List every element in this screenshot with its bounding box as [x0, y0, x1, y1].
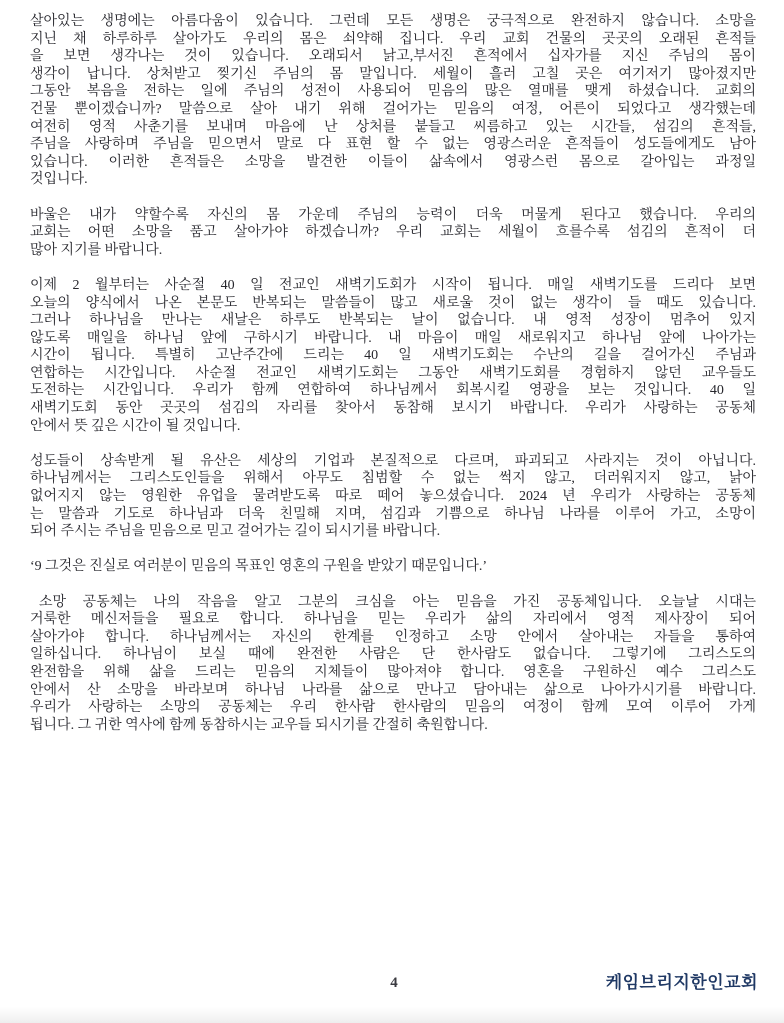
text-line: 우리가 사랑하는 소망의 공동체는 우리 한사람 한사람의 믿음의 여정이 함께 모여 이루어 가게	[30, 700, 756, 716]
text-line: 생각이 납니다. 상처받고 찢기신 주님의 몸 말입니다. 세월이 흘러 고칠 곳은 여기저기 많아졌지만	[30, 66, 756, 82]
text-line: ‘9 그것은 진실로 여러분이 믿음의 목표인 영혼의 구원을 받았기 때문입니다.’	[30, 559, 488, 575]
text-line: 이제 2 월부터는 사순절 40 일 전교인 새벽기도회가 시작이 됩니다. 매일 새벽기도를 드리다 보면	[30, 277, 756, 293]
paragraph	[30, 13, 756, 189]
text-line: 안에서 뜻 깊은 시간이 될 것입니다.	[30, 418, 241, 434]
text-line: 그러나 하나님을 만나는 새날은 하루도 반복되는 날이 없습니다. 내 영적 성장이 멈추어 있지	[30, 313, 756, 329]
text-line: 완전함을 위해 삶을 드리는 믿음의 지체들이 많아져야 합니다. 영혼을 구원하신 예수 그리스도	[30, 664, 756, 680]
text-line: 여전히 영적 사춘기를 보내며 마음에 난 상처를 붙들고 씨름하고 있는 시간들, 섬김의 흔적들,	[30, 119, 756, 135]
text-line: 시간이 됩니다. 특별히 고난주간에 드리는 40 일 새벽기도회는 수난의 길을 걸어가신 주님과	[30, 348, 756, 364]
text-line: 는 말씀과 기도로 하나님과 더욱 친밀해 지며, 섬김과 기쁨으로 하나님 나라를 이루어 가고, 소망이	[30, 506, 756, 522]
text-line: 을 보면 생각나는 것이 있습니다. 오래되서 낡고,부서진 흔적에서 십자가를 지신 주님의 몸이	[30, 49, 756, 65]
text-line: 하나님께서는 그리스도인들을 위해서 아무도 침범할 수 없는 썩지 않고, 더러워지지 않고, 낡아	[30, 471, 756, 487]
church-name-footer: 케임브리지한인교회	[605, 973, 758, 992]
text-line: 주님을 사랑하며 주님을 믿으면서 말로 다 표현 할 수 없는 영광스러운 흔적들이 성도들에게도 남아	[30, 137, 756, 153]
paragraphs-container	[30, 13, 756, 734]
text-line: 없어지지 않는 영원한 유업을 물려받도록 따로 떼어 놓으셨습니다. 2024 년 우리가 사랑하는 공동체	[30, 489, 756, 505]
text-line: 바울은 내가 약할수록 자신의 몸 가운데 주님의 능력이 더욱 머물게 된다고 했습니다. 우리의	[30, 207, 756, 223]
paragraph	[30, 207, 756, 260]
paragraph	[30, 277, 756, 435]
text-line: 것입니다.	[30, 172, 88, 188]
text-line: 건물 뿐이겠습니까? 말씀으로 살아 내기 위해 걸어가는 믿음의 여정, 어른이 되었다고 생각했는데	[30, 101, 756, 117]
text-line: 소망 공동체는 나의 작음을 알고 그분의 크심을 아는 믿음을 가진 공동체입니다. 오늘날 시대는	[39, 594, 756, 610]
text-line: 오늘의 양식에서 나온 본문도 반복되는 말씀들이 많고 새로울 것이 없는 생각이 들 때도 있습니다.	[30, 295, 756, 311]
paragraph	[30, 558, 756, 576]
paragraph	[30, 594, 756, 735]
body-text	[30, 13, 756, 734]
text-line: 있습니다. 이러한 흔적들은 소망을 발견한 이들이 삶속에서 영광스런 몸으로 갈아입는 과정일	[30, 154, 756, 170]
text-line: 지닌 채 하루하루 살아가도 우리의 몸은 쇠약해 집니다. 우리 교회 건물의 곳곳의 오래된 흔적들	[30, 31, 756, 47]
text-line: 안에서 산 소망을 바라보며 하나님 나라를 삶으로 만나고 담아내는 삶으로 나아가시기를 바랍니다.	[30, 682, 756, 698]
text-line: 않도록 매일을 하나님 앞에 구하시기 바랍니다. 내 마음이 매일 새로워지고 하나님 앞에 나아가는	[30, 330, 756, 346]
text-line: 많아 지기를 바랍니다.	[30, 242, 163, 258]
text-line: 도전하는 시간입니다. 우리가 함께 연합하여 하나님께서 회복시킬 영광을 보는 것입니다. 40 일	[30, 383, 756, 399]
text-line: 되어 주시는 주님을 믿음으로 믿고 걸어가는 길이 되시기를 바랍니다.	[30, 524, 441, 540]
text-line: 살아있는 생명에는 아름다움이 있습니다. 그런데 모든 생명은 궁극적으로 완전하지 않습니다. 소망을	[30, 14, 756, 29]
page-edge-shadow	[0, 1007, 784, 1023]
text-line: 살아가야 합니다. 하나님께서는 자신의 한계를 인정하고 소망 안에서 살아내는 자들을 통하여	[30, 629, 756, 645]
page-number: 4	[390, 975, 398, 991]
text-line: 그동안 복음을 전하는 일에 주님의 성전이 사용되어 믿음의 많은 열매를 맺게 하셨습니다. 교회의	[30, 84, 756, 100]
text-line: 성도들이 상속받게 될 유산은 세상의 기업과 본질적으로 다르며, 파괴되고 사라지는 것이 아닙니다.	[30, 453, 756, 469]
paragraph	[30, 453, 756, 541]
text-line: 일하십니다. 하나님이 보실 때에 완전한 사람은 단 한사람도 없습니다. 그렇기에 그리스도의	[30, 647, 756, 663]
text-line: 연합하는 시간입니다. 사순절 전교인 새벽기도회는 그동안 새벽기도회를 경험하지 않던 교우들도	[30, 365, 756, 381]
text-line: 됩니다. 그 귀한 역사에 함께 동참하시는 교우들 되시기를 간절히 축원합니다.	[30, 717, 488, 733]
page-footer	[30, 971, 758, 995]
text-line: 교회는 어떤 소망을 품고 살아가야 하겠습니까? 우리 교회는 세월이 흐를수록 섬김의 흔적이 더	[30, 225, 756, 241]
text-line: 새벽기도회 동안 곳곳의 섬김의 자리를 찾아서 동참해 보시기 바랍니다. 우리가 사랑하는 공동체	[30, 401, 756, 417]
text-line: 거룩한 메신저들을 필요로 합니다. 하나님을 믿는 우리가 삶의 자리에서 영적 제사장이 되어	[30, 612, 756, 628]
